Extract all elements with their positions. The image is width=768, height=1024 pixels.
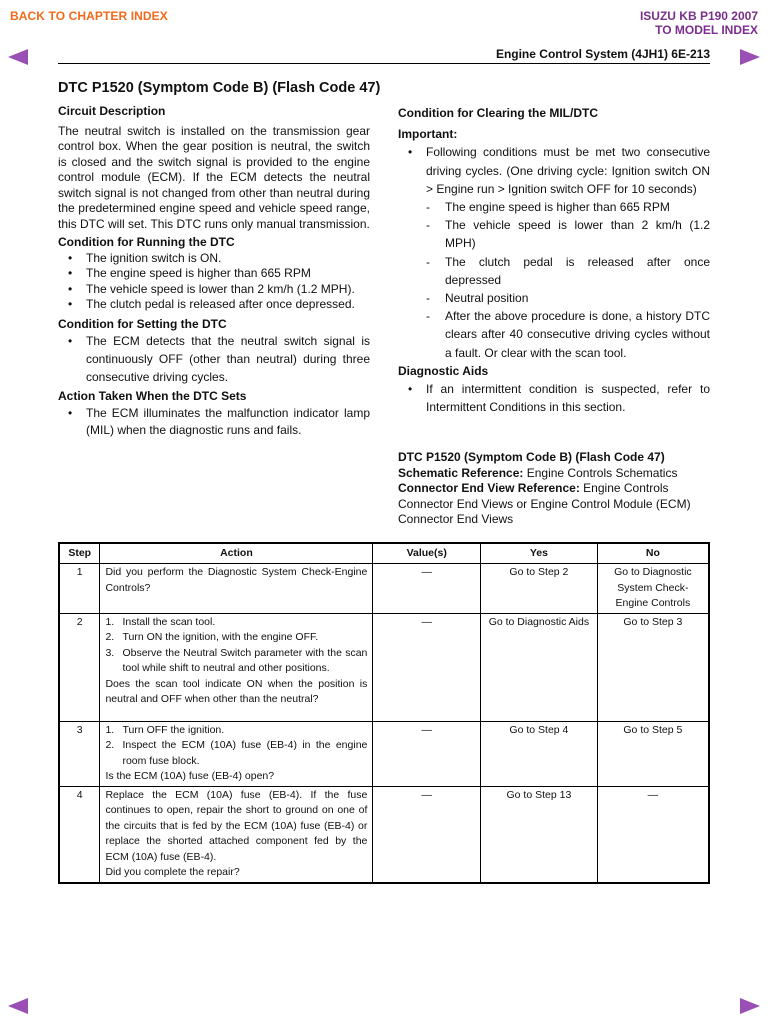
value-cell: —	[373, 613, 481, 721]
list-item: 2. Turn ON the ignition, with the engine OFF.	[105, 631, 319, 643]
action-question: Did you complete the repair?	[105, 866, 240, 878]
list-item: • The engine speed is higher than 665 RPM	[58, 266, 370, 282]
list-item: 2. Inspect the ECM (10A) fuse (EB-4) in the engine room fuse block.	[105, 739, 368, 767]
step-column-header: Step	[59, 543, 100, 564]
action-cell	[100, 721, 373, 786]
left-column	[58, 104, 370, 439]
table-row	[59, 786, 709, 883]
list-item: - The clutch pedal is released after once depressed	[426, 253, 710, 289]
diagnostic-steps-table	[58, 542, 710, 884]
back-to-chapter-index-link[interactable]: BACK TO CHAPTER INDEX	[10, 9, 168, 23]
table-header-row	[59, 543, 709, 564]
action-steps-list	[105, 723, 367, 770]
list-item: • The ECM detects that the neutral switch signal is continuously OFF (other than neutral) during three consecutive driving cycles.	[58, 332, 370, 386]
right-column	[398, 104, 710, 416]
clearing-mil-heading: Condition for Clearing the MIL/DTC	[398, 106, 598, 120]
step-number: 4	[59, 786, 100, 883]
yes-cell[interactable]: Go to Step 2	[481, 564, 598, 614]
page-title: DTC P1520 (Symptom Code B) (Flash Code 47)	[58, 80, 381, 96]
action-question: Is the ECM (10A) fuse (EB-4) open?	[105, 770, 275, 782]
setting-dtc-list	[58, 332, 370, 386]
header-rule	[58, 63, 710, 64]
action-taken-heading: Action Taken When the DTC Sets	[58, 389, 247, 403]
action-question: Does the scan tool indicate ON when the position is neutral and OFF when other than the neutral?	[105, 677, 368, 705]
diagnostic-aids-heading: Diagnostic Aids	[398, 363, 489, 378]
table-row	[59, 721, 709, 786]
prev-page-arrow-icon[interactable]	[8, 998, 28, 1014]
yes-cell[interactable]: Go to Step 4	[481, 721, 598, 786]
table-row	[59, 564, 709, 614]
action-cell	[100, 613, 373, 721]
reference-title: DTC P1520 (Symptom Code B) (Flash Code 47)	[398, 450, 665, 464]
running-head: Engine Control System (4JH1) 6E-213	[495, 47, 710, 61]
list-item: - The vehicle speed is lower than 2 km/h (1.2 MPH)	[426, 216, 710, 252]
step-number: 1	[59, 564, 100, 614]
value-cell: —	[373, 721, 481, 786]
important-list	[398, 143, 710, 198]
list-item: - Neutral position	[426, 289, 710, 307]
action-cell	[100, 786, 373, 883]
schematic-reference-label: Schematic Reference:	[398, 465, 524, 480]
prev-page-arrow-icon[interactable]	[8, 49, 28, 65]
no-cell[interactable]: Go to Step 5	[597, 721, 709, 786]
action-taken-list	[58, 405, 370, 439]
connector-reference-link[interactable]: Engine Controls Connector End Views or Engine Control Module (ECM) Connector End Views	[398, 481, 691, 526]
no-column-header: No	[597, 543, 709, 564]
list-item: 1. Install the scan tool.	[105, 615, 216, 628]
schematic-reference-link[interactable]: Engine Controls Schematics	[526, 465, 678, 480]
yes-cell[interactable]: Go to Diagnostic Aids	[481, 613, 598, 721]
list-item: 3. Observe the Neutral Switch parameter with the scan tool while shift to neutral and other positions.	[105, 646, 368, 674]
circuit-description-text: The neutral switch is installed on the transmission gear control box. When the gear position is neutral, the switch is closed and the switch signal is provided to the engine control module (ECM). If the ECM detects the neutral switch signal is not changed from other than neutral during the predetermined engine speed and vehicle speed range, this DTC will set. This DTC runs only manual transmission.	[58, 123, 370, 231]
next-page-arrow-icon[interactable]	[740, 998, 760, 1014]
important-label: Important:	[398, 127, 458, 142]
running-dtc-heading: Condition for Running the DTC	[58, 235, 235, 249]
action-text: Replace the ECM (10A) fuse (EB-4). If the fuse continues to open, repair the short to ground on one of the circuits that is fed by the ECM (10A) fuse (EB-4) or replace the shorted attached component fed by the ECM (10A) fuse (EB-4).	[105, 788, 368, 863]
reference-block	[398, 450, 710, 528]
list-item: • The ECM illuminates the malfunction indicator lamp (MIL) when the diagnostic runs and fails.	[58, 405, 370, 439]
action-steps-list	[105, 615, 367, 677]
no-cell[interactable]: —	[597, 786, 709, 883]
clearing-conditions-list	[398, 198, 710, 362]
list-item: - After the above procedure is done, a history DTC clears after 40 consecutive driving cycles without a fault. Or clear with the scan tool.	[426, 307, 710, 362]
action-cell: Did you perform the Diagnostic System Check-Engine Controls?	[100, 564, 373, 614]
to-model-index-link[interactable]: TO MODEL INDEX	[655, 23, 758, 37]
connector-reference-label: Connector End View Reference:	[398, 481, 580, 495]
value-cell: —	[373, 786, 481, 883]
no-cell[interactable]: Go to Step 3	[597, 613, 709, 721]
action-column-header: Action	[100, 543, 373, 564]
setting-dtc-heading: Condition for Setting the DTC	[58, 316, 227, 331]
step-number: 2	[59, 613, 100, 721]
list-item: • Following conditions must be met two consecutive driving cycles. (One driving cycle: Ignition switch ON > Engine run > Ignition switch OFF for 10 seconds)	[398, 143, 710, 198]
yes-column-header: Yes	[481, 543, 598, 564]
value-cell: —	[373, 564, 481, 614]
yes-cell[interactable]: Go to Step 13	[481, 786, 598, 883]
values-column-header: Value(s)	[373, 543, 481, 564]
next-page-arrow-icon[interactable]	[740, 49, 760, 65]
circuit-description-heading: Circuit Description	[58, 104, 166, 118]
list-item: • If an intermittent condition is suspected, refer to Intermittent Conditions in this section.	[398, 380, 710, 416]
table-row	[59, 613, 709, 721]
list-item: • The clutch pedal is released after once depressed.	[58, 297, 370, 313]
list-item: • The ignition switch is ON.	[58, 251, 370, 267]
diagnostic-aids-list	[398, 380, 710, 416]
running-dtc-list	[58, 251, 370, 313]
step-number: 3	[59, 721, 100, 786]
no-cell[interactable]: Go to Diagnostic System Check-Engine Controls	[597, 564, 709, 614]
list-item: - The engine speed is higher than 665 RPM	[426, 198, 710, 216]
model-title: ISUZU KB P190 2007	[639, 9, 758, 23]
list-item: 1. Turn OFF the ignition.	[105, 723, 225, 736]
list-item: • The vehicle speed is lower than 2 km/h (1.2 MPH).	[58, 282, 370, 298]
